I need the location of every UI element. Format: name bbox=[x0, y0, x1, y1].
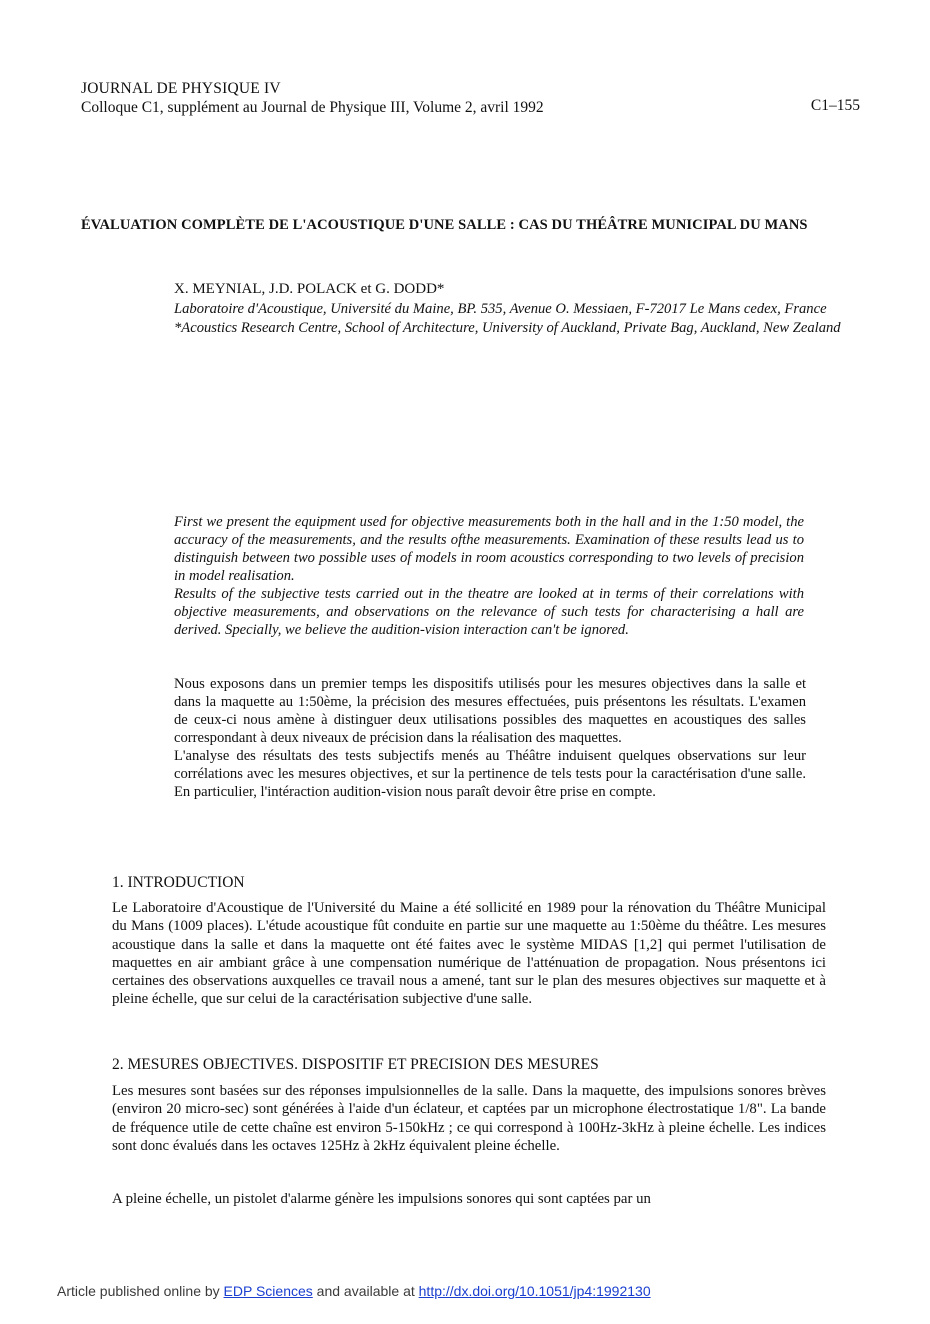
section-2-text: Les mesures sont basées sur des réponses impulsionnelles de la salle. Dans la maquette, des impulsions sonores brèves (environ 20 micro-sec) sont générées à l'aide d'un éclateur, et captées par un microphone électrostatique 1/8". La bande de fréquence utile de cette chaîne est environ 5-150kHz ; ce qui correspond à 100Hz-3kHz à pleine échelle. Les indices sont donc évalués dans les octaves 125Hz à 2kHz équivalent pleine échelle. bbox=[112, 1083, 826, 1154]
abstract-en-para-1: First we present the equipment used for objective measurements both in the hall and in the 1:50 model, the accuracy of the measurements, and the results ofthe measurements. Examination of these results lead us to distinguish between two possible uses of models in room acoustics corresponding to two levels of precision in model realisation. bbox=[174, 514, 804, 584]
section-1-text: Le Laboratoire d'Acoustique de l'Université du Maine a été sollicité en 1989 pour la rénovation du Théâtre Municipal du Mans (1009 places). L'étude acoustique fût conduite en partie sur une maquette au 1:50ème du théâtre. Les mesures acoustique dans la salle et dans la maquette ont été faites avec le système MIDAS [1,2] qui permet l'utilisation de maquettes en air ambiant grâce à une compensation numérique de l'atténuation de propagation. Nous présentons ici certaines des observations auxquelles ce travail nous a amené, tant sur le plan des mesures objectives sur maquette et à pleine échelle, que sur celui de la caractérisation subjective d'une salle. bbox=[112, 900, 826, 1008]
colloque-line: Colloque C1, supplément au Journal de Physique III, Volume 2, avril 1992 bbox=[81, 99, 544, 116]
abstract-en-para-2: Results of the subjective tests carried out in the theatre are looked at in terms of their correlations with objective measurements, and observations on the relevance of such tests for characterising a hall are derived. Specially, we believe the audition-vision interaction can't be ignored. bbox=[174, 586, 804, 638]
publication-footer bbox=[57, 1283, 651, 1299]
section-2-text-continued: A pleine échelle, un pistolet d'alarme génère les impulsions sonores qui sont captées par un bbox=[112, 1191, 651, 1207]
authors: X. MEYNIAL, J.D. POLACK et G. DODD* bbox=[174, 281, 445, 297]
affiliation-2: *Acoustics Research Centre, School of Architecture, University of Auckland, Private Bag, Auckland, New Zealand bbox=[174, 320, 841, 337]
footer-middle: and available at bbox=[316, 1283, 415, 1299]
paper-title: ÉVALUATION COMPLÈTE DE L'ACOUSTIQUE D'UNE SALLE : CAS DU THÉÂTRE MUNICIPAL DU MANS bbox=[81, 217, 808, 233]
journal-name: JOURNAL DE PHYSIQUE IV bbox=[81, 80, 281, 97]
abstract-english bbox=[174, 513, 804, 639]
abstract-fr-para-1: Nous exposons dans un premier temps les dispositifs utilisés pour les mesures objectives dans la salle et dans la maquette au 1:50ème, la précision des mesures effectuées, puis présentons les résultats. L'examen de ceux-ci nous amène à distinguer deux utilisations possibles des maquettes en acoustiques des salles correspondant à deux niveaux de précision dans la réalisation des maquettes. bbox=[174, 676, 806, 746]
section-2-heading: 2. MESURES OBJECTIVES. DISPOSITIF ET PRECISION DES MESURES bbox=[112, 1056, 599, 1073]
abstract-french bbox=[174, 675, 806, 801]
doi-link[interactable]: http://dx.doi.org/10.1051/jp4:1992130 bbox=[418, 1283, 651, 1299]
footer-prefix: Article published online by bbox=[57, 1283, 220, 1299]
section-1-heading: 1. INTRODUCTION bbox=[112, 874, 245, 891]
affiliations bbox=[174, 300, 864, 338]
affiliation-1: Laboratoire d'Acoustique, Université du Maine, BP. 535, Avenue O. Messiaen, F-72017 Le Mans cedex, France bbox=[174, 301, 827, 317]
abstract-fr-para-2: L'analyse des résultats des tests subjectifs menés au Théâtre induisent quelques observations sur leur corrélations avec les mesures objectives, et sur la pertinence de tels tests pour la caractérisation d'une salle. En particulier, l'intéraction audition-vision nous paraît devoir être prise en compte. bbox=[174, 748, 806, 800]
publisher-link[interactable]: EDP Sciences bbox=[223, 1283, 313, 1299]
page-number: C1–155 bbox=[810, 97, 860, 114]
journal-header bbox=[81, 79, 544, 117]
